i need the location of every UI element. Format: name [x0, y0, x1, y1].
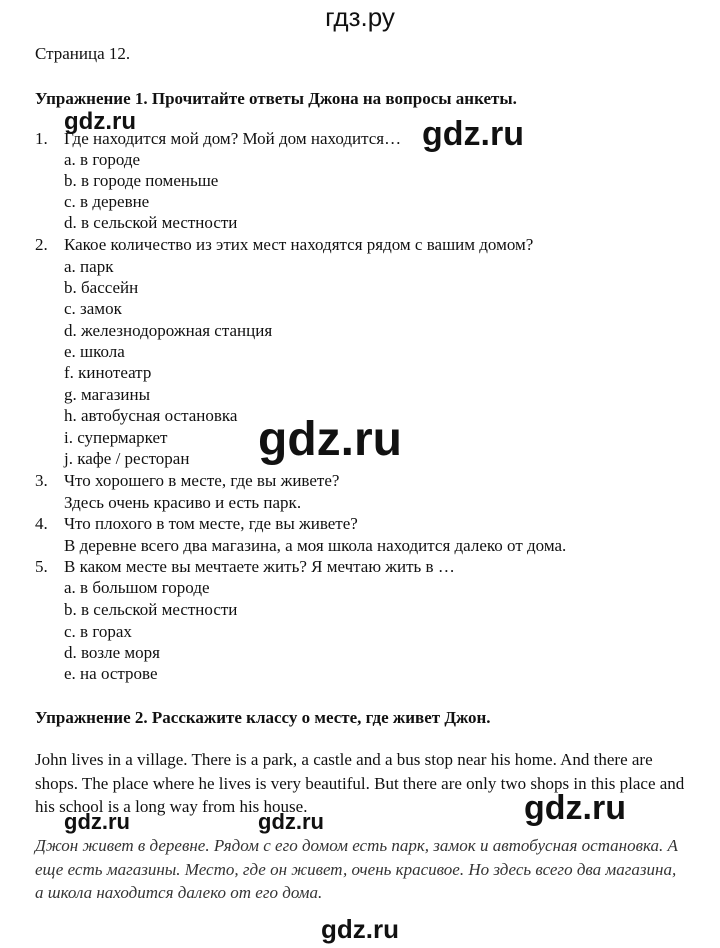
russian-paragraph: Джон живет в деревне. Рядом с его домом есть парк, замок и автобусная остановка. А еще есть магазины. Место, где он живет, очень красивое. Но здесь всего два магазина, а школа находится далеко от его дома.: [35, 836, 678, 902]
question-number: 1.: [35, 129, 48, 148]
option: c. замок: [64, 299, 122, 318]
option: d. возле моря: [64, 643, 160, 662]
question-number: 5.: [35, 557, 48, 576]
question-text: Где находится мой дом? Мой дом находится…: [64, 129, 402, 148]
question-number: 2.: [35, 235, 48, 254]
question-1: [35, 128, 402, 149]
watermark: gdz.ru: [524, 789, 626, 827]
option: e. школа: [64, 342, 125, 361]
question-text: Какое количество из этих мест находятся рядом с вашим домом?: [64, 235, 534, 254]
question-5: [35, 556, 455, 577]
question-number: 4.: [35, 514, 48, 533]
watermark: gdz.ru: [64, 809, 130, 834]
watermark: gdz.ru: [64, 108, 136, 135]
option: a. в городе: [64, 150, 141, 169]
question-text: В каком месте вы мечтаете жить? Я мечтаю жить в …: [64, 557, 455, 576]
option: h. автобусная остановка: [64, 406, 238, 425]
exercise-1-title: Упражнение 1. Прочитайте ответы Джона на вопросы анкеты.: [35, 89, 517, 108]
watermark: gdz.ru: [258, 809, 324, 834]
exercise-2-title: Упражнение 2. Расскажите классу о месте, где живет Джон.: [35, 708, 491, 727]
option: g. магазины: [64, 385, 151, 404]
question-4: [35, 513, 358, 534]
english-paragraph: John lives in a village. There is a park, a castle and a bus stop near his home. And there are shops. The place where he lives is very beautiful. But there are only two shops in this place and his school is a long way from his house.: [35, 750, 685, 816]
site-header: гдз.ру: [325, 2, 395, 32]
option: e. на острове: [64, 664, 158, 683]
option: b. в сельской местности: [64, 600, 238, 619]
option: d. в сельской местности: [64, 213, 238, 232]
option: c. в деревне: [64, 192, 150, 211]
option: i. супермаркет: [64, 428, 168, 447]
question-text: Что плохого в том месте, где вы живете?: [64, 514, 358, 533]
question-2: [35, 234, 534, 255]
option: b. бассейн: [64, 278, 139, 297]
question-text: Что хорошего в месте, где вы живете?: [64, 471, 340, 490]
option: f. кинотеатр: [64, 363, 152, 382]
question-number: 3.: [35, 471, 48, 490]
watermark: gdz.ru: [258, 413, 402, 466]
answer: В деревне всего два магазина, а моя школа находится далеко от дома.: [64, 536, 567, 555]
site-footer: gdz.ru: [321, 914, 399, 944]
answer: Здесь очень красиво и есть парк.: [64, 493, 302, 512]
watermark: gdz.ru: [422, 115, 524, 153]
question-3: [35, 470, 340, 491]
option: j. кафе / ресторан: [64, 449, 190, 468]
option: b. в городе поменьше: [64, 171, 219, 190]
option: a. в большом городе: [64, 578, 210, 597]
page-label: Страница 12.: [35, 44, 131, 63]
option: a. парк: [64, 257, 114, 276]
option: c. в горах: [64, 622, 132, 641]
option: d. железнодорожная станция: [64, 321, 273, 340]
